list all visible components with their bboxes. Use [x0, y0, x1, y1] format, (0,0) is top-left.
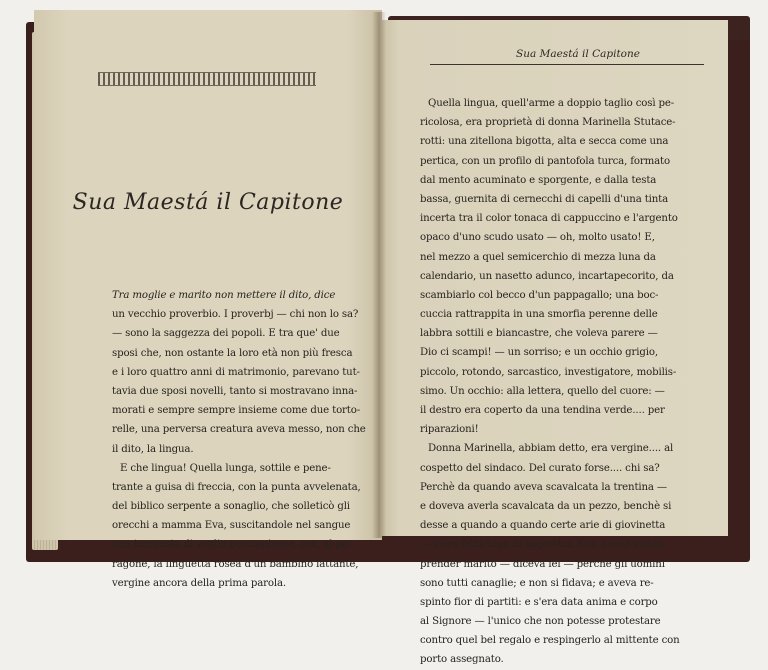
text-line: bassa, guernita di cernecchi di capelli d'una tinta [420, 193, 669, 205]
text-line: piccolo, rotondo, sarcastico, investigatore, mobilis- [420, 366, 677, 378]
text-line: dal mento acuminato e sporgente, e dalla testa [420, 174, 657, 186]
text-line: e doveva averla scavalcata da un pezzo, benchè si [420, 500, 672, 512]
running-head-rule [430, 64, 704, 65]
text-line: opaco d'uno scudo usato — oh, molto usato! E, [420, 232, 655, 244]
text-line: — s'era fatta topo di sagrestia. Non aveva voluto [420, 539, 665, 551]
text-line: Tra moglie e marito non mettere il dito, dice [112, 290, 336, 301]
text-line: orecchi a mamma Eva, suscitandole nel sangue [112, 520, 351, 532]
text-line: scambiarlo col becco d'un pappagallo; una boc- [420, 289, 659, 301]
text-line: al Signore — l'unico che non potesse protestare [420, 616, 661, 628]
text-line: spinto fior di partiti: e s'era data anima e corpo [420, 596, 658, 608]
text-line: cuccia rattrappita in una smorfia perenne delle [420, 309, 658, 321]
text-line: una tempesta di voglie peccaminose, era, al pa- [112, 539, 352, 551]
text-line: il dito, la lingua. [112, 443, 194, 455]
text-line: vergine ancora della prima parola. [112, 577, 286, 589]
text-line: Dio ci scampi! — un sorriso; e un occhio grigio, [420, 347, 658, 359]
right-page-text [420, 94, 708, 670]
text-line: Perchè da quando aveva scavalcata la trentina — [420, 481, 667, 493]
text-line: calendario, un nasetto adunco, incartapecorito, da [420, 270, 674, 282]
text-line: riparazioni! [420, 424, 479, 436]
text-line: trante a guisa di freccia, con la punta avvelenata, [112, 481, 361, 493]
text-line: pertica, con un profilo di pantofola turca, formato [420, 155, 670, 167]
text-line: desse a quando a quando certe arie di giovinetta [420, 520, 666, 532]
text-line: tavia due sposi novelli, tanto si mostravano inna- [112, 385, 358, 397]
text-line: Quella lingua, quell'arme a doppio taglio così pe- [428, 98, 675, 109]
text-line: morati e sempre sempre insieme come due torto- [112, 405, 360, 417]
chapter-title: Sua Maestá il Capitone [72, 190, 344, 215]
text-line: sposi che, non ostante la loro età non più fresca [112, 347, 353, 359]
text-line: E che lingua! Quella lunga, sottile e pene- [120, 462, 331, 474]
text-line: prender marito — diceva lei — perchè gli uomini [420, 558, 665, 570]
text-line: un vecchio proverbio. I proverbj — chi non lo sa? [112, 309, 359, 321]
text-line: relle, una perversa creatura aveva messo, non che [112, 424, 366, 436]
text-line: ricolosa, era proprietà di donna Marinella Stutace- [420, 117, 676, 129]
text-line: cospetto del sindaco. Del curato forse.... chi sa? [420, 462, 660, 474]
text-line: Donna Marinella, abbiam detto, era vergine.... al [428, 443, 674, 455]
text-line: simo. Un occhio: alla lettera, quello del cuore: — [420, 385, 665, 397]
text-line: labbra sottili e biancastre, che voleva parere — [420, 328, 658, 340]
text-line: incerta tra il color tonaca di cappuccino e l'argento [420, 213, 678, 225]
text-line: il destro era coperto da una tendina verde.... per [420, 405, 665, 416]
text-line: rotti: una zitellona bigotta, alta e secca come una [420, 136, 669, 148]
ornamental-border [98, 72, 316, 86]
text-line: ragone, la linguetta rosea d'un bambino lattante, [112, 558, 359, 570]
text-line: e i loro quattro anni di matrimonio, parevano tut- [112, 366, 360, 378]
book-gutter [372, 12, 386, 538]
text-line: contro quel bel regalo e respingerlo al mittente con [420, 635, 680, 647]
text-line: del biblico serpente a sonaglio, che solleticò gli [112, 501, 350, 513]
text-line: nel mezzo a quel semicerchio di mezza luna da [420, 251, 656, 263]
text-line: — sono la saggezza dei popoli. E tra que' due [112, 328, 340, 340]
left-page-text [112, 286, 372, 593]
text-line: porto assegnato. [420, 654, 504, 666]
running-head: Sua Maestá il Capitone [516, 48, 640, 60]
text-line: sono tutti canaglie; e non si fidava; e aveva re- [420, 577, 654, 589]
